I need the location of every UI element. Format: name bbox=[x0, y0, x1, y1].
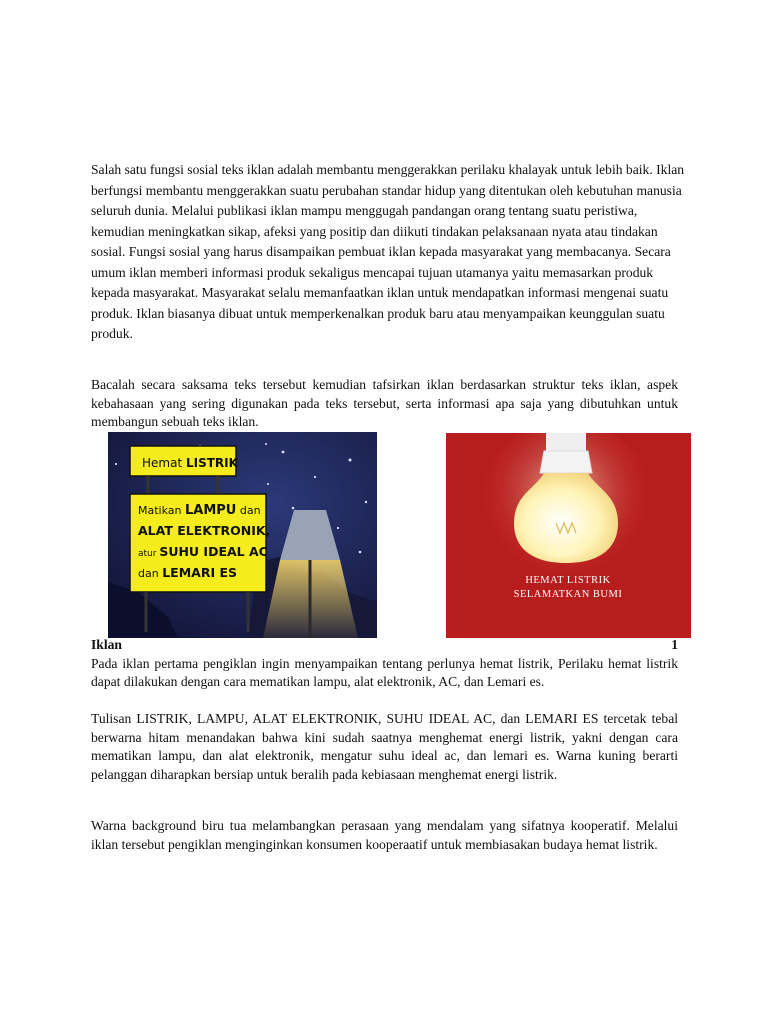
poster-line2: SELAMATKAN BUMI bbox=[513, 589, 623, 600]
sign-line1-prefix: Matikan bbox=[138, 504, 185, 517]
sign-line1-suffix: dan bbox=[236, 504, 261, 517]
sign-alat-elektronik-text: ALAT ELEKTRONIK, bbox=[138, 523, 271, 538]
poster-line1: HEMAT LISTRIK bbox=[525, 575, 611, 586]
sign-lemari-es-text: LEMARI ES bbox=[162, 565, 237, 580]
sign-hemat-text: Hemat bbox=[142, 456, 186, 470]
sign-suhu-ideal-text: SUHU IDEAL AC bbox=[159, 544, 268, 559]
instruction-paragraph: Bacalah secara saksama teks tersebut kemudian tafsirkan iklan berdasarkan struktur teks iklan, aspek kebahasaan yang sering digunakan pada teks tersebut, serta informasi apa saja yang dibutuhkan untuk membangun sebuah teks iklan. bbox=[91, 377, 678, 429]
sign-lampu-text: LAMPU bbox=[185, 503, 237, 518]
ad-image-lightbulb-poster bbox=[446, 433, 691, 638]
watermark-text: 123RF bbox=[547, 546, 585, 560]
svg-text:Hemat LISTRIK bbox=[142, 456, 239, 470]
analysis-paragraph-2: Tulisan LISTRIK, LAMPU, ALAT ELEKTRONIK, SUHU IDEAL AC, dan LEMARI ES tercetak tebal berwarna hitam menandakan bahwa kini sudah saatnya menghemat energi listrik, yakni dengan cara mematikan lampu, dan alat elektronik, mengatur suhu ideal ac, dan lemari es. Warna kuning berarti pelanggan diharapkan bersiap untuk beralih pada kebiasaan menghemat energi listrik. bbox=[91, 711, 678, 782]
ad-image-hemat-listrik-sign bbox=[108, 432, 377, 638]
caption-label: Iklan bbox=[91, 637, 122, 652]
analysis-paragraph-3: Warna background biru tua melambangkan perasaan yang mendalam yang sifatnya kooperatif. Melalui iklan tersebut pengiklan menginginkan konsumen kooperaatif untuk membiasakan budaya hemat listrik. bbox=[91, 818, 678, 852]
caption-number: 1 bbox=[671, 637, 678, 652]
sign-listrik-text: LISTRIK bbox=[185, 456, 238, 470]
figure-caption bbox=[91, 637, 678, 653]
svg-text:Matikan LAMPU dan bbox=[138, 503, 261, 518]
analysis-paragraph-1: Pada iklan pertama pengiklan ingin menyampaikan tentang perlunya hemat listrik, Perilaku hemat listrik dapat dilakukan dengan cara mematikan lampu, alat elektronik, AC, dan Lemari es. bbox=[91, 656, 678, 689]
intro-paragraph: Salah satu fungsi sosial teks iklan adalah membantu menggerakkan perilaku khalayak untuk lebih baik. Iklan berfungsi membantu menggerakkan suatu perubahan standar hidup yang ditentukan oleh kebutuhan manusia seluruh dunia. Melalui publikasi iklan mampu menggugah pandangan orang tentang suatu peristiwa, kemudian meningkatkan sikap, afeksi yang positip dan diikuti tindakan pelaksanaan nyata atau tindakan sosial. Fungsi sosial yang harus disampaikan pembuat iklan kepada masyarakat yang membacanya. Secara umum iklan memberi informasi produk sekaligus mencapai tujuan utamanya yaitu memasarkan produk kepada masyarakat. Masyarakat selalu memanfaatkan iklan untuk mendapatkan informasi mengenai suatu produk. Iklan biasanya dibuat untuk memperkenalkan produk baru atau menyampaikan keunggulan suatu produk. bbox=[91, 162, 685, 341]
sign-line3-prefix: atur bbox=[138, 549, 160, 559]
sign-line4-prefix: dan bbox=[138, 567, 163, 580]
svg-text:dan LEMARI ES bbox=[138, 565, 237, 580]
